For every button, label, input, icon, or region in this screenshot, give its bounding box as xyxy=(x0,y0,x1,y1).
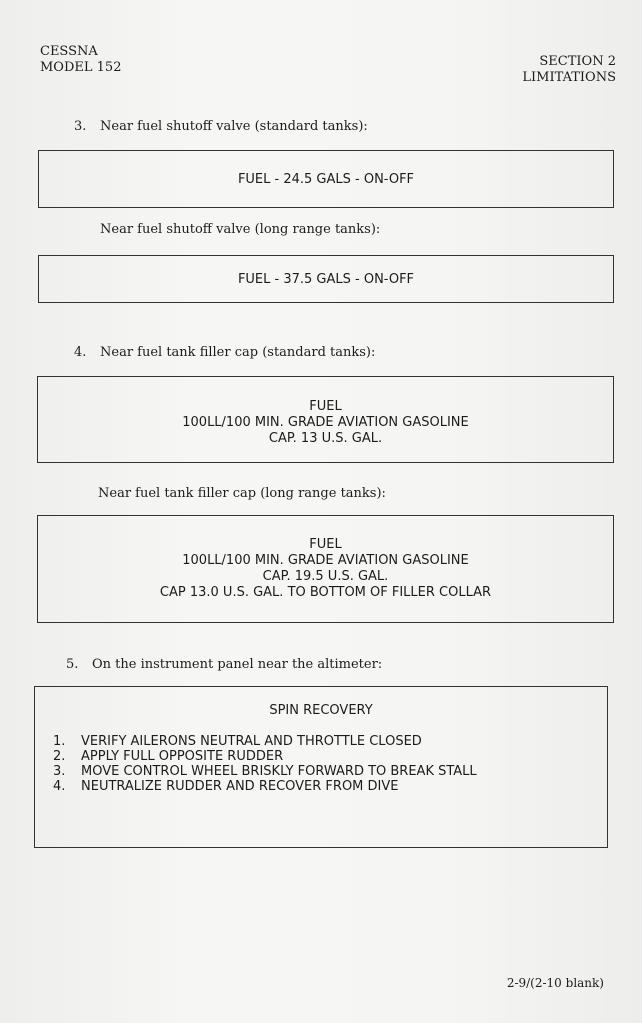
step-number: 2. xyxy=(53,749,66,764)
item-text: Near fuel tank filler cap (long range tanks): xyxy=(98,486,386,501)
header-manufacturer: CESSNA xyxy=(40,44,98,59)
step-number: 4. xyxy=(53,779,66,794)
item-4-label xyxy=(74,345,375,360)
item-5-label xyxy=(66,657,382,672)
spin-step xyxy=(53,764,593,779)
placard-text: FUEL - 37.5 GALS - ON-OFF xyxy=(237,271,415,287)
item-number: 3. xyxy=(74,119,87,134)
spin-step xyxy=(53,779,593,794)
placard-line: CAP. 13 U.S. GAL. xyxy=(268,431,383,446)
spin-step xyxy=(53,749,593,764)
placard-filler-standard xyxy=(37,376,614,463)
step-text: MOVE CONTROL WHEEL BRISKLY FORWARD TO BREAK STALL xyxy=(81,764,477,779)
placard-spin-recovery xyxy=(34,686,608,848)
header-section: SECTION 2 xyxy=(539,54,616,69)
page-number: 2-9/(2-10 blank) xyxy=(506,976,604,990)
placard-line: 100LL/100 MIN. GRADE AVIATION GASOLINE xyxy=(182,553,469,568)
header-model: MODEL 152 xyxy=(40,60,122,75)
step-number: 1. xyxy=(53,734,66,749)
placard-line: CAP. 19.5 U.S. GAL. xyxy=(262,569,389,584)
item-text: Near fuel shutoff valve (standard tanks): xyxy=(100,119,368,134)
spin-recovery-title: SPIN RECOVERY xyxy=(269,703,373,718)
item-text: Near fuel tank filler cap (standard tanks): xyxy=(100,345,376,360)
header-left xyxy=(40,44,121,76)
placard-shutoff-long xyxy=(38,255,614,303)
placard-line: CAP 13.0 U.S. GAL. TO BOTTOM OF FILLER COLLAR xyxy=(159,585,492,600)
placard-line: FUEL xyxy=(309,399,342,414)
item-text: On the instrument panel near the altimeter: xyxy=(92,657,383,672)
placard-line: 100LL/100 MIN. GRADE AVIATION GASOLINE xyxy=(182,415,469,430)
header-section-title: LIMITATIONS xyxy=(522,70,616,85)
spin-recovery-steps xyxy=(35,734,607,794)
item-3b-label xyxy=(100,222,380,237)
step-text: APPLY FULL OPPOSITE RUDDER xyxy=(81,749,284,764)
step-text: NEUTRALIZE RUDDER AND RECOVER FROM DIVE xyxy=(81,779,399,794)
placard-shutoff-standard xyxy=(38,150,614,208)
item-number: 4. xyxy=(74,345,87,360)
step-number: 3. xyxy=(53,764,66,779)
placard-filler-long xyxy=(37,515,614,623)
item-4b-label xyxy=(98,486,386,501)
spin-step xyxy=(53,734,593,749)
item-text: Near fuel shutoff valve (long range tanks): xyxy=(100,222,381,237)
header-right xyxy=(522,54,616,86)
placard-text: FUEL - 24.5 GALS - ON-OFF xyxy=(237,171,415,187)
placard-line: FUEL xyxy=(309,537,342,552)
item-3-label xyxy=(74,119,368,134)
step-text: VERIFY AILERONS NEUTRAL AND THROTTLE CLOSED xyxy=(81,734,422,749)
item-number: 5. xyxy=(66,657,79,672)
